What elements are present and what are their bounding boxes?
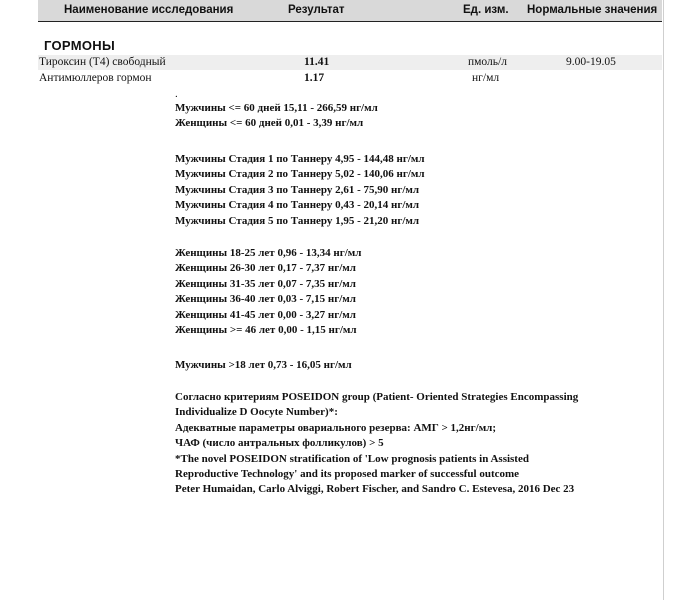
reference-line: Женщины <= 60 дней 0,01 - 3,39 нг/мл: [175, 117, 364, 130]
note-line: Адекватные параметры овариального резерва: АМГ > 1,2нг/мл;: [175, 421, 497, 434]
test-name: Антимюллеров гормон: [39, 72, 152, 84]
test-result: 11.41: [304, 56, 330, 68]
note-line: Reproductive Technology' and its proposed marker of successful outcome: [175, 468, 520, 481]
reference-line: Мужчины Стадия 5 по Таннеру 1,95 - 21,20 нг/мл: [175, 214, 420, 227]
test-unit: пмоль/л: [468, 56, 507, 68]
header-unit: Ед. изм.: [463, 4, 509, 16]
header-name: Наименование исследования: [64, 4, 234, 16]
test-result: 1.17: [304, 72, 325, 84]
reference-women: [175, 246, 361, 338]
reference-line: Мужчины >18 лет 0,73 - 16,05 нг/мл: [175, 359, 352, 371]
reference-line: Женщины >= 46 лет 0,00 - 1,15 нг/мл: [175, 324, 357, 337]
reference-line: Мужчины Стадия 1 по Таннеру 4,95 - 144,48 нг/мл: [175, 153, 425, 165]
reference-line: Мужчины <= 60 дней 15,11 - 266,59 нг/мл: [175, 102, 378, 114]
reference-line: Мужчины Стадия 2 по Таннеру 5,02 - 140,06 нг/мл: [175, 168, 425, 181]
reference-line: Мужчины Стадия 3 по Таннеру 2,61 - 75,90 нг/мл: [175, 183, 420, 196]
reference-line: Женщины 31-35 лет 0,07 - 7,35 нг/мл: [175, 277, 356, 290]
section-title: ГОРМОНЫ: [44, 38, 115, 53]
table-header: [38, 0, 662, 22]
note-line: ЧАФ (число антральных фолликулов) > 5: [175, 437, 384, 450]
marker-dot: .: [175, 88, 178, 100]
table-row: [38, 71, 662, 86]
page-edge-line: [663, 0, 664, 600]
reference-men: [175, 358, 352, 373]
reference-line: Женщины 41-45 лет 0,00 - 3,27 нг/мл: [175, 308, 356, 321]
table-row: [38, 55, 662, 70]
header-result: Результат: [288, 4, 345, 16]
reference-line: Женщины 36-40 лет 0,03 - 7,15 нг/мл: [175, 293, 356, 306]
reference-tanner: [175, 152, 425, 229]
reference-line: Женщины 26-30 лет 0,17 - 7,37 нг/мл: [175, 262, 356, 275]
test-norm: 9.00-19.05: [566, 56, 616, 68]
reference-line: Женщины 18-25 лет 0,96 - 13,34 нг/мл: [175, 247, 362, 259]
header-norm: Нормальные значения: [527, 4, 658, 16]
note-line: Peter Humaidan, Carlo Alviggi, Robert Fischer, and Sandro C. Estevesa, 2016 Dec 23: [175, 483, 575, 496]
note-line: Individualize D Oocyte Number)*:: [175, 406, 338, 419]
note-line: Согласно критериям POSEIDON group (Patient- Oriented Strategies Encompassing: [175, 391, 579, 403]
test-unit: нг/мл: [472, 72, 500, 84]
reference-infants: [175, 101, 378, 132]
note-line: *The novel POSEIDON stratification of 'Low prognosis patients in Assisted: [175, 452, 529, 465]
reference-line: Мужчины Стадия 4 по Таннеру 0,43 - 20,14 нг/мл: [175, 199, 420, 212]
poseidon-note: [175, 390, 578, 498]
test-name: Тироксин (Т4) свободный: [39, 56, 166, 68]
